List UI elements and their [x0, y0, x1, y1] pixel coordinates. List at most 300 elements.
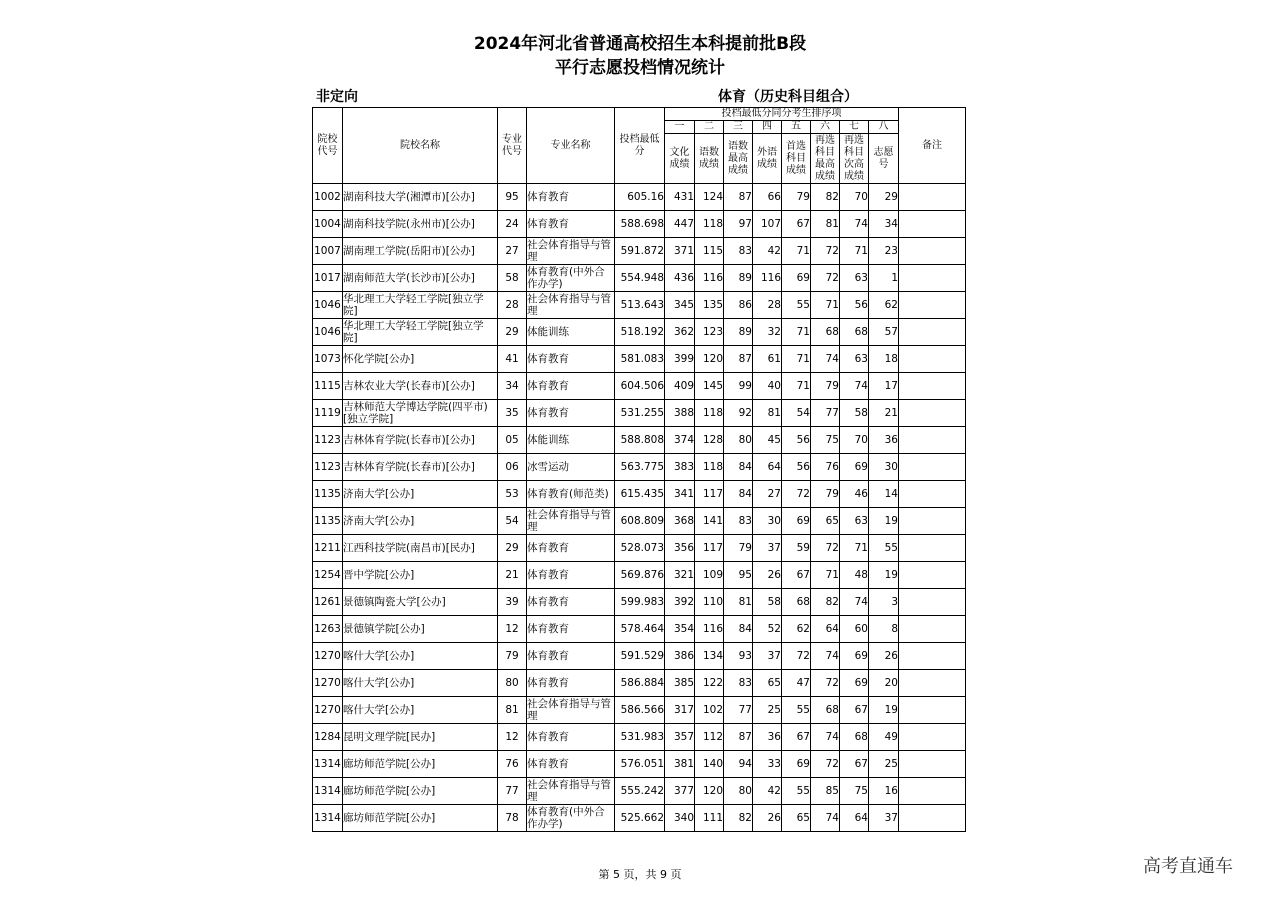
table-row: [313, 670, 966, 697]
table-row: [313, 805, 966, 832]
rank-value-cell: 72: [811, 670, 840, 697]
rank-value-cell: 55: [782, 697, 811, 724]
rank-value-cell: 42: [753, 238, 782, 265]
rank-value-cell: 74: [840, 373, 869, 400]
major-name-cell: 社会体育指导与管理: [527, 778, 615, 805]
major-code-cell: 76: [498, 751, 527, 778]
school-name-cell: 喀什大学[公办]: [343, 643, 498, 670]
rank-value-cell: 19: [869, 562, 899, 589]
rank-value-cell: 436: [665, 265, 695, 292]
rank-value-cell: 57: [869, 319, 899, 346]
school-name-cell: 湖南理工学院(岳阳市)[公办]: [343, 238, 498, 265]
remark-cell: [899, 427, 966, 454]
remark-cell: [899, 184, 966, 211]
rank-value-cell: 28: [753, 292, 782, 319]
rank-value-cell: 37: [753, 535, 782, 562]
rank-value-cell: 49: [869, 724, 899, 751]
school-code-cell: 1135: [313, 481, 343, 508]
rank-value-cell: 123: [695, 319, 724, 346]
rank-value-cell: 21: [869, 400, 899, 427]
school-name-cell: 华北理工大学轻工学院[独立学院]: [343, 292, 498, 319]
remark-cell: [899, 535, 966, 562]
rank-value-cell: 72: [811, 238, 840, 265]
min-score-cell: 581.083: [615, 346, 665, 373]
min-score-cell: 513.643: [615, 292, 665, 319]
rank-value-cell: 70: [840, 184, 869, 211]
table-row: [313, 265, 966, 292]
document-subtitle: 平行志愿投档情况统计: [555, 58, 725, 78]
min-score-cell: 604.506: [615, 373, 665, 400]
major-name-cell: 体育教育: [527, 346, 615, 373]
school-code-cell: 1211: [313, 535, 343, 562]
rank-value-cell: 377: [665, 778, 695, 805]
rank-value-cell: 71: [782, 373, 811, 400]
remark-cell: [899, 454, 966, 481]
rank-value-cell: 145: [695, 373, 724, 400]
major-name-cell: 体能训练: [527, 319, 615, 346]
rank-value-cell: 84: [724, 481, 753, 508]
rank-value-cell: 102: [695, 697, 724, 724]
rank-value-cell: 83: [724, 238, 753, 265]
table-row: [313, 454, 966, 481]
school-code-cell: 1004: [313, 211, 343, 238]
rank-value-cell: 18: [869, 346, 899, 373]
major-name-cell: 体育教育: [527, 670, 615, 697]
remark-cell: [899, 508, 966, 535]
rank-value-cell: 72: [811, 535, 840, 562]
major-code-cell: 21: [498, 562, 527, 589]
rank-value-cell: 317: [665, 697, 695, 724]
school-name-cell: 怀化学院[公办]: [343, 346, 498, 373]
remark-cell: [899, 562, 966, 589]
rank-value-cell: 66: [753, 184, 782, 211]
school-code-cell: 1073: [313, 346, 343, 373]
rank-value-cell: 82: [811, 589, 840, 616]
rank-value-cell: 392: [665, 589, 695, 616]
rank-value-cell: 345: [665, 292, 695, 319]
min-score-cell: 531.255: [615, 400, 665, 427]
rank-value-cell: 68: [840, 724, 869, 751]
rank-value-cell: 81: [753, 400, 782, 427]
school-name-cell: 廊坊师范学院[公办]: [343, 778, 498, 805]
rank-value-cell: 87: [724, 346, 753, 373]
school-code-cell: 1002: [313, 184, 343, 211]
school-name-cell: 廊坊师范学院[公办]: [343, 805, 498, 832]
rank-value-cell: 86: [724, 292, 753, 319]
rank-value-cell: 120: [695, 778, 724, 805]
major-name-cell: 体育教育: [527, 643, 615, 670]
rank-value-cell: 71: [840, 238, 869, 265]
rank-value-cell: 72: [782, 481, 811, 508]
rank-value-cell: 74: [840, 589, 869, 616]
rank-value-cell: 30: [753, 508, 782, 535]
rank-value-cell: 71: [840, 535, 869, 562]
school-name-cell: 吉林师范大学博达学院(四平市)[独立学院]: [343, 400, 498, 427]
remark-cell: [899, 670, 966, 697]
rank-value-cell: 83: [724, 670, 753, 697]
major-code-cell: 05: [498, 427, 527, 454]
school-code-cell: 1123: [313, 427, 343, 454]
header-school-name: 院校名称: [343, 108, 498, 184]
rank-value-cell: 371: [665, 238, 695, 265]
major-code-cell: 12: [498, 724, 527, 751]
rank-value-cell: 16: [869, 778, 899, 805]
min-score-cell: 608.809: [615, 508, 665, 535]
school-name-cell: 喀什大学[公办]: [343, 697, 498, 724]
rank-value-cell: 60: [840, 616, 869, 643]
rank-value-cell: 23: [869, 238, 899, 265]
min-score-cell: 615.435: [615, 481, 665, 508]
rank-value-cell: 117: [695, 535, 724, 562]
watermark: 高考直通车: [1143, 856, 1233, 877]
school-code-cell: 1254: [313, 562, 343, 589]
school-code-cell: 1261: [313, 589, 343, 616]
rank-value-cell: 116: [753, 265, 782, 292]
rank-value-cell: 26: [869, 643, 899, 670]
rank-value-cell: 25: [869, 751, 899, 778]
rank-value-cell: 69: [782, 508, 811, 535]
rank-value-cell: 97: [724, 211, 753, 238]
rank-value-cell: 69: [782, 265, 811, 292]
min-score-cell: 591.529: [615, 643, 665, 670]
rank-value-cell: 141: [695, 508, 724, 535]
min-score-cell: 569.876: [615, 562, 665, 589]
rank-value-cell: 117: [695, 481, 724, 508]
rank-value-cell: 29: [869, 184, 899, 211]
rank-value-cell: 140: [695, 751, 724, 778]
remark-cell: [899, 724, 966, 751]
table-row: [313, 643, 966, 670]
remark-cell: [899, 292, 966, 319]
rank-value-cell: 72: [782, 643, 811, 670]
major-code-cell: 35: [498, 400, 527, 427]
major-code-cell: 95: [498, 184, 527, 211]
rank-value-cell: 71: [782, 346, 811, 373]
table-row: [313, 238, 966, 265]
rank-value-cell: 74: [811, 724, 840, 751]
remark-cell: [899, 616, 966, 643]
rank-value-cell: 67: [840, 697, 869, 724]
rank-value-cell: 45: [753, 427, 782, 454]
school-name-cell: 廊坊师范学院[公办]: [343, 751, 498, 778]
rank-value-cell: 70: [840, 427, 869, 454]
major-code-cell: 80: [498, 670, 527, 697]
rank-value-cell: 85: [811, 778, 840, 805]
major-code-cell: 12: [498, 616, 527, 643]
remark-cell: [899, 778, 966, 805]
remark-cell: [899, 265, 966, 292]
table-row: [313, 373, 966, 400]
admission-table: [312, 107, 966, 832]
school-name-cell: 景德镇学院[公办]: [343, 616, 498, 643]
rank-value-cell: 124: [695, 184, 724, 211]
header-rank-item: 首选科目成绩: [782, 134, 811, 184]
major-name-cell: 体育教育: [527, 184, 615, 211]
rank-value-cell: 59: [782, 535, 811, 562]
major-code-cell: 54: [498, 508, 527, 535]
rank-value-cell: 37: [869, 805, 899, 832]
rank-value-cell: 381: [665, 751, 695, 778]
table-row: [313, 778, 966, 805]
rank-value-cell: 56: [840, 292, 869, 319]
rank-value-cell: 82: [811, 184, 840, 211]
rank-value-cell: 134: [695, 643, 724, 670]
major-name-cell: 冰雪运动: [527, 454, 615, 481]
major-name-cell: 体育教育: [527, 616, 615, 643]
remark-cell: [899, 238, 966, 265]
table-row: [313, 184, 966, 211]
school-code-cell: 1007: [313, 238, 343, 265]
school-name-cell: 江西科技学院(南昌市)[民办]: [343, 535, 498, 562]
subject-group-label: 体育（历史科目组合）: [718, 89, 858, 105]
rank-value-cell: 93: [724, 643, 753, 670]
major-name-cell: 体育教育: [527, 211, 615, 238]
rank-value-cell: 92: [724, 400, 753, 427]
header-rank-index: 七: [840, 121, 869, 134]
rank-value-cell: 341: [665, 481, 695, 508]
remark-cell: [899, 346, 966, 373]
rank-value-cell: 72: [811, 751, 840, 778]
remark-cell: [899, 589, 966, 616]
min-score-cell: 586.884: [615, 670, 665, 697]
rank-value-cell: 87: [724, 724, 753, 751]
min-score-cell: 588.698: [615, 211, 665, 238]
rank-value-cell: 71: [782, 238, 811, 265]
rank-value-cell: 65: [753, 670, 782, 697]
rank-value-cell: 356: [665, 535, 695, 562]
rank-value-cell: 399: [665, 346, 695, 373]
rank-value-cell: 58: [753, 589, 782, 616]
table-row: [313, 292, 966, 319]
rank-value-cell: 135: [695, 292, 724, 319]
major-code-cell: 79: [498, 643, 527, 670]
rank-value-cell: 81: [724, 589, 753, 616]
rank-value-cell: 26: [753, 562, 782, 589]
rank-value-cell: 68: [782, 589, 811, 616]
major-code-cell: 27: [498, 238, 527, 265]
rank-value-cell: 82: [724, 805, 753, 832]
min-score-cell: 518.192: [615, 319, 665, 346]
school-code-cell: 1115: [313, 373, 343, 400]
major-code-cell: 29: [498, 319, 527, 346]
rank-value-cell: 79: [782, 184, 811, 211]
table-row: [313, 211, 966, 238]
rank-value-cell: 19: [869, 508, 899, 535]
header-ranking-group: 投档最低分同分考生排序项: [665, 108, 899, 121]
rank-value-cell: 3: [869, 589, 899, 616]
header-rank-item: 文化成绩: [665, 134, 695, 184]
remark-cell: [899, 805, 966, 832]
major-name-cell: 社会体育指导与管理: [527, 238, 615, 265]
rank-value-cell: 115: [695, 238, 724, 265]
table-row: [313, 535, 966, 562]
rank-value-cell: 110: [695, 589, 724, 616]
min-score-cell: 528.073: [615, 535, 665, 562]
school-code-cell: 1314: [313, 751, 343, 778]
rank-value-cell: 55: [869, 535, 899, 562]
table-row: [313, 562, 966, 589]
rank-value-cell: 89: [724, 265, 753, 292]
rank-value-cell: 81: [811, 211, 840, 238]
rank-value-cell: 368: [665, 508, 695, 535]
rank-value-cell: 74: [840, 211, 869, 238]
rank-value-cell: 69: [782, 751, 811, 778]
rank-value-cell: 116: [695, 616, 724, 643]
rank-value-cell: 68: [811, 697, 840, 724]
rank-value-cell: 14: [869, 481, 899, 508]
remark-cell: [899, 643, 966, 670]
rank-value-cell: 52: [753, 616, 782, 643]
header-rank-index: 三: [724, 121, 753, 134]
rank-value-cell: 30: [869, 454, 899, 481]
rank-value-cell: 69: [840, 643, 869, 670]
major-name-cell: 体育教育(师范类): [527, 481, 615, 508]
major-name-cell: 体育教育(中外合作办学): [527, 805, 615, 832]
rank-value-cell: 79: [811, 481, 840, 508]
rank-value-cell: 354: [665, 616, 695, 643]
major-name-cell: 体育教育: [527, 400, 615, 427]
school-code-cell: 1119: [313, 400, 343, 427]
rank-value-cell: 118: [695, 211, 724, 238]
rank-value-cell: 56: [782, 454, 811, 481]
rank-value-cell: 120: [695, 346, 724, 373]
rank-value-cell: 62: [782, 616, 811, 643]
category-label: 非定向: [316, 89, 358, 105]
rank-value-cell: 87: [724, 184, 753, 211]
rank-value-cell: 33: [753, 751, 782, 778]
rank-value-cell: 71: [782, 319, 811, 346]
header-rank-item: 语数成绩: [695, 134, 724, 184]
major-code-cell: 24: [498, 211, 527, 238]
major-code-cell: 53: [498, 481, 527, 508]
major-code-cell: 77: [498, 778, 527, 805]
rank-value-cell: 118: [695, 400, 724, 427]
rank-value-cell: 37: [753, 643, 782, 670]
table-row: [313, 589, 966, 616]
table-row: [313, 616, 966, 643]
rank-value-cell: 79: [811, 373, 840, 400]
rank-value-cell: 76: [811, 454, 840, 481]
rank-value-cell: 118: [695, 454, 724, 481]
rank-value-cell: 321: [665, 562, 695, 589]
rank-value-cell: 26: [753, 805, 782, 832]
school-name-cell: 景德镇陶瓷大学[公办]: [343, 589, 498, 616]
header-major-name: 专业名称: [527, 108, 615, 184]
rank-value-cell: 65: [782, 805, 811, 832]
school-name-cell: 晋中学院[公办]: [343, 562, 498, 589]
major-code-cell: 06: [498, 454, 527, 481]
rank-value-cell: 64: [811, 616, 840, 643]
rank-value-cell: 54: [782, 400, 811, 427]
major-name-cell: 体育教育(中外合作办学): [527, 265, 615, 292]
table-row: [313, 508, 966, 535]
major-name-cell: 社会体育指导与管理: [527, 292, 615, 319]
school-name-cell: 吉林农业大学(长春市)[公办]: [343, 373, 498, 400]
rank-value-cell: 383: [665, 454, 695, 481]
rank-value-cell: 75: [811, 427, 840, 454]
table-row: [313, 481, 966, 508]
school-name-cell: 济南大学[公办]: [343, 508, 498, 535]
rank-value-cell: 74: [811, 346, 840, 373]
major-code-cell: 28: [498, 292, 527, 319]
major-code-cell: 78: [498, 805, 527, 832]
table-row: [313, 427, 966, 454]
rank-value-cell: 47: [782, 670, 811, 697]
min-score-cell: 591.872: [615, 238, 665, 265]
rank-value-cell: 40: [753, 373, 782, 400]
rank-value-cell: 84: [724, 454, 753, 481]
rank-value-cell: 58: [840, 400, 869, 427]
rank-value-cell: 112: [695, 724, 724, 751]
school-code-cell: 1263: [313, 616, 343, 643]
school-code-cell: 1314: [313, 805, 343, 832]
rank-value-cell: 68: [840, 319, 869, 346]
rank-value-cell: 94: [724, 751, 753, 778]
remark-cell: [899, 481, 966, 508]
rank-value-cell: 83: [724, 508, 753, 535]
school-name-cell: 湖南科技大学(湘潭市)[公办]: [343, 184, 498, 211]
rank-value-cell: 447: [665, 211, 695, 238]
major-name-cell: 体能训练: [527, 427, 615, 454]
min-score-cell: 555.242: [615, 778, 665, 805]
rank-value-cell: 109: [695, 562, 724, 589]
rank-value-cell: 20: [869, 670, 899, 697]
major-name-cell: 体育教育: [527, 535, 615, 562]
rank-value-cell: 65: [811, 508, 840, 535]
school-code-cell: 1046: [313, 292, 343, 319]
school-name-cell: 湖南师范大学(长沙市)[公办]: [343, 265, 498, 292]
document-title: 2024年河北省普通高校招生本科提前批B段: [473, 34, 807, 54]
rank-value-cell: 89: [724, 319, 753, 346]
major-code-cell: 81: [498, 697, 527, 724]
header-rank-item: 语数最高成绩: [724, 134, 753, 184]
remark-cell: [899, 319, 966, 346]
header-rank-item: 再选科目最高成绩: [811, 134, 840, 184]
school-name-cell: 华北理工大学轻工学院[独立学院]: [343, 319, 498, 346]
min-score-cell: 578.464: [615, 616, 665, 643]
rank-value-cell: 36: [753, 724, 782, 751]
major-code-cell: 58: [498, 265, 527, 292]
rank-value-cell: 374: [665, 427, 695, 454]
rank-value-cell: 388: [665, 400, 695, 427]
rank-value-cell: 128: [695, 427, 724, 454]
rank-value-cell: 68: [811, 319, 840, 346]
school-code-cell: 1270: [313, 643, 343, 670]
major-name-cell: 体育教育: [527, 589, 615, 616]
rank-value-cell: 55: [782, 778, 811, 805]
rank-value-cell: 80: [724, 778, 753, 805]
rank-value-cell: 80: [724, 427, 753, 454]
major-name-cell: 体育教育: [527, 562, 615, 589]
remark-cell: [899, 697, 966, 724]
rank-value-cell: 34: [869, 211, 899, 238]
header-min-score: 投档最低分: [615, 108, 665, 184]
table-row: [313, 400, 966, 427]
rank-value-cell: 32: [753, 319, 782, 346]
school-name-cell: 昆明文理学院[民办]: [343, 724, 498, 751]
header-school-code: 院校代号: [313, 108, 343, 184]
rank-value-cell: 111: [695, 805, 724, 832]
major-code-cell: 39: [498, 589, 527, 616]
school-code-cell: 1284: [313, 724, 343, 751]
rank-value-cell: 431: [665, 184, 695, 211]
rank-value-cell: 362: [665, 319, 695, 346]
table-row: [313, 697, 966, 724]
min-score-cell: 599.983: [615, 589, 665, 616]
rank-value-cell: 107: [753, 211, 782, 238]
rank-value-cell: 63: [840, 346, 869, 373]
rank-value-cell: 56: [782, 427, 811, 454]
